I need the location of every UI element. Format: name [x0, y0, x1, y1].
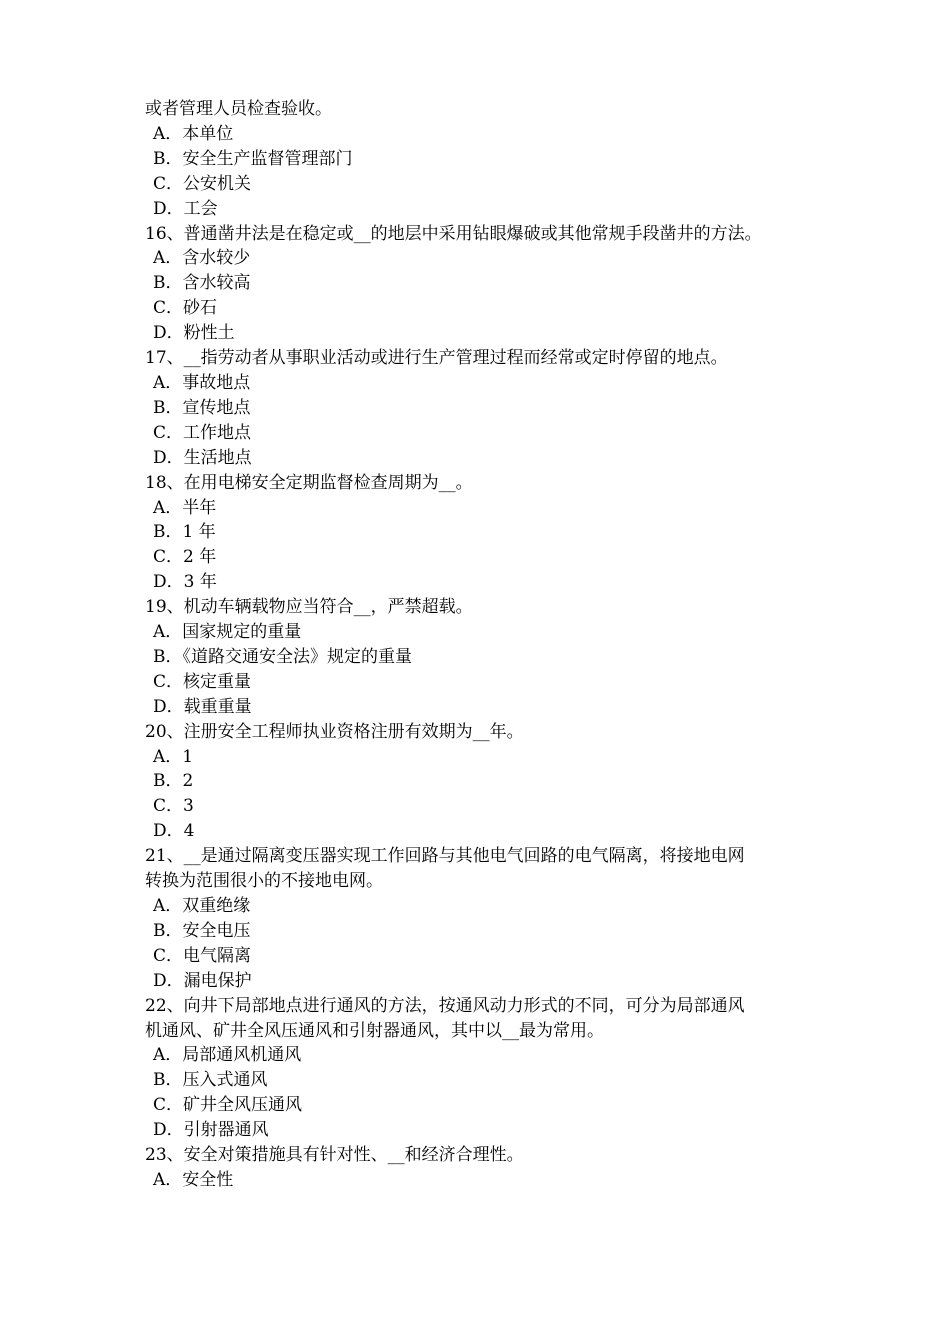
question-stem: 16、普通凿井法是在稳定或__的地层中采用钻眼爆破或其他常规手段凿井的方法。 — [145, 223, 762, 244]
option-d: D．生活地点 — [153, 447, 252, 468]
option-d: D．引射器通风 — [153, 1120, 269, 1141]
question-content — [145, 97, 825, 1193]
question-list — [145, 222, 825, 1193]
option-a: A．安全性 — [153, 1169, 234, 1190]
question-stem: 22、向井下局部地点进行通风的方法，按通风动力形式的不同，可分为局部通风 — [145, 995, 745, 1016]
option-d: D．载重重量 — [153, 696, 252, 717]
option-b: B．《道路交通安全法》规定的重量 — [153, 646, 412, 667]
option-d: D．3 年 — [153, 572, 217, 593]
option-b: B．安全生产监督管理部门 — [153, 148, 353, 169]
option-a: A．本单位 — [153, 123, 234, 144]
option-c: C．3 — [153, 796, 194, 817]
option-a: A．1 — [153, 746, 194, 767]
option-c: C．核定重量 — [153, 671, 252, 692]
question-stem: 机通风、矿井全风压通风和引射器通风，其中以__最为常用。 — [145, 1020, 604, 1041]
option-b: B．含水较高 — [153, 273, 251, 294]
question-item — [145, 1143, 825, 1193]
option-a: A．事故地点 — [153, 372, 251, 393]
option-b: B．宣传地点 — [153, 397, 251, 418]
option-d: D．粉性土 — [153, 323, 235, 344]
question-stem: 23、安全对策措施具有针对性、__和经济合理性。 — [145, 1145, 524, 1166]
option-a: A．双重绝缘 — [153, 896, 251, 916]
question-item — [145, 595, 825, 720]
question-stem: 21、__是通过隔离变压器实现工作回路与其他电气回路的电气隔离，将接地电网 — [145, 846, 745, 867]
option-d: D．漏电保护 — [153, 970, 252, 991]
option-b: B．1 年 — [153, 522, 216, 543]
option-c: C．砂石 — [153, 298, 218, 319]
question-item — [145, 844, 825, 993]
continuation-text: 或者管理人员检查验收。 — [145, 99, 332, 119]
option-c: C．2 年 — [153, 547, 217, 568]
option-b: B．压入式通风 — [153, 1070, 268, 1091]
question-stem: 转换为范围很小的不接地电网。 — [145, 871, 383, 892]
question-stem: 19、机动车辆载物应当符合__，严禁超载。 — [145, 597, 473, 618]
question-item — [145, 222, 825, 347]
option-d: D．4 — [153, 821, 195, 842]
question-stem: 17、__指劳动者从事职业活动或进行生产管理过程而经常或定时停留的地点。 — [145, 348, 728, 369]
question-item — [145, 994, 825, 1143]
option-a: A．半年 — [153, 497, 217, 518]
option-c: C．矿井全风压通风 — [153, 1095, 303, 1116]
question-item — [145, 346, 825, 471]
option-b: B．2 — [153, 771, 194, 792]
question-item — [145, 471, 825, 596]
option-a: A．国家规定的重量 — [153, 622, 302, 643]
question-stem: 18、在用电梯安全定期监督检查周期为__。 — [145, 472, 473, 493]
option-c: C．工作地点 — [153, 422, 252, 443]
option-a: A．局部通风机通风 — [153, 1045, 302, 1066]
question-stem: 20、注册安全工程师执业资格注册有效期为__年。 — [145, 721, 524, 742]
option-c: C．电气隔离 — [153, 945, 252, 966]
option-d: D．工会 — [153, 198, 218, 219]
option-c: C．公安机关 — [153, 173, 252, 194]
option-a: A．含水较少 — [153, 248, 251, 269]
question-item — [145, 720, 825, 845]
option-b: B．安全电压 — [153, 920, 251, 941]
